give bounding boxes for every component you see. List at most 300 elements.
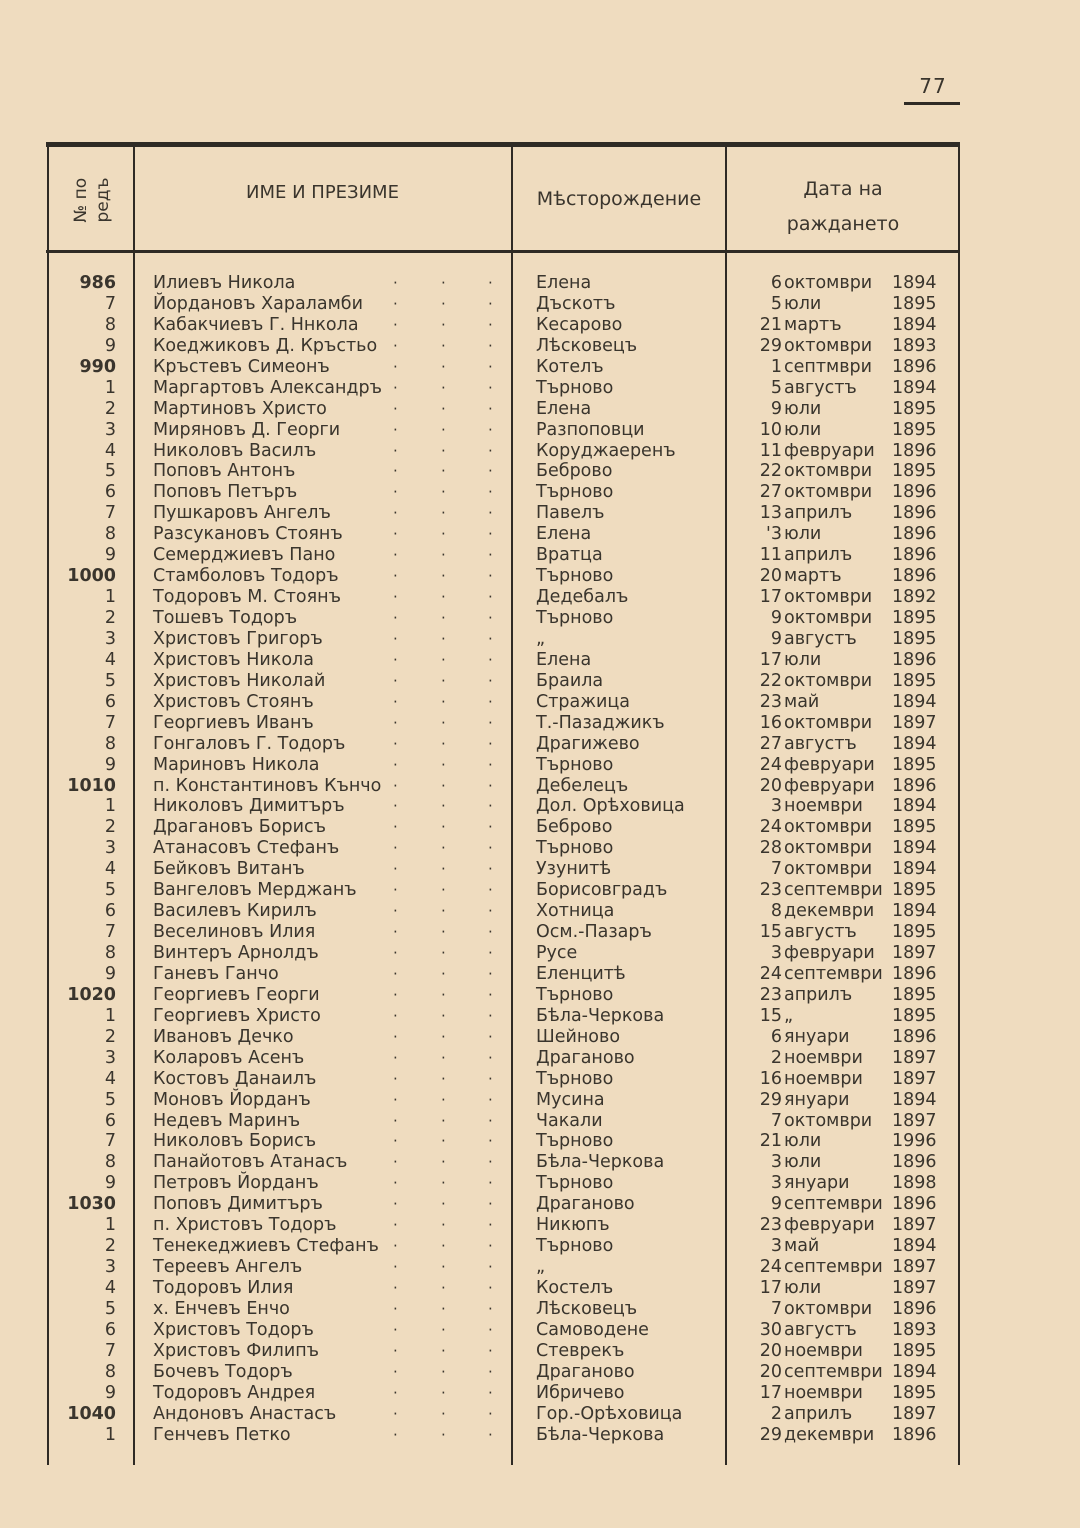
row-number: 9 [104, 963, 116, 984]
row-birth-month: ноември [784, 1068, 863, 1089]
row-birth-month: юли [784, 419, 822, 440]
row-birth-day: 10 [759, 419, 782, 440]
row-birth-year: 1896 [892, 440, 937, 461]
leader-dot: · [488, 985, 493, 1004]
row-birth-year: 1895 [892, 608, 937, 628]
row-number: 9 [104, 1173, 116, 1194]
row-birthplace: Търново [536, 608, 614, 628]
row-birth-day: 16 [759, 712, 782, 733]
row-number: 3 [104, 838, 116, 859]
row-number: 1 [104, 1424, 116, 1445]
table-header-rule [46, 250, 960, 253]
leader-dot: · [488, 650, 493, 669]
row-birthplace: Драганово [536, 1047, 635, 1068]
row-birth-year: 1895 [892, 670, 937, 691]
leader-dot: · [488, 860, 493, 879]
row-number: 4 [104, 440, 116, 461]
header-birthdate-line2: раждането [786, 213, 900, 235]
row-birth-year: 1896 [892, 1298, 937, 1319]
row-birthplace: Търново [536, 377, 614, 398]
leader-dot: · [441, 860, 446, 879]
row-birth-month: октомври [784, 817, 873, 838]
row-birth-day: 28 [759, 838, 782, 859]
row-birth-day: 7 [770, 1110, 782, 1131]
row-birth-month: януари [784, 1173, 850, 1194]
leader-dot: · [441, 1174, 446, 1193]
row-birth-month: октомври [784, 859, 873, 880]
leader-dot: · [441, 1299, 446, 1318]
row-birth-day: 15 [759, 922, 782, 943]
row-name: Поповъ Петъръ [153, 482, 298, 503]
leader-dot: · [393, 504, 398, 523]
leader-dot: · [441, 609, 446, 627]
row-name: Бочевъ Тодоръ [153, 1361, 293, 1382]
table-row [50, 817, 960, 838]
row-name: х. Енчевъ Енчо [153, 1298, 290, 1319]
page-number: 77 [919, 74, 947, 98]
leader-dot: · [393, 1153, 398, 1172]
leader-dot: · [441, 734, 446, 753]
row-birth-day: 13 [759, 503, 782, 524]
row-birthplace: Дебелецъ [536, 775, 629, 796]
table-row [50, 608, 960, 629]
row-name: Николовъ Василъ [153, 440, 317, 461]
leader-dot: · [488, 713, 493, 732]
row-birth-day: 9 [770, 398, 782, 419]
leader-dot: · [393, 609, 398, 627]
row-birth-day: 27 [759, 482, 782, 503]
row-birthplace: „ [536, 1257, 546, 1278]
row-name: Коеджиковъ Д. Кръстьо [153, 335, 378, 356]
leader-dot: · [488, 1216, 493, 1235]
row-birth-month: априлъ [784, 545, 853, 566]
row-birth-month: октомври [784, 712, 873, 733]
leader-dot: · [441, 357, 446, 376]
row-birth-day: 8 [770, 901, 782, 922]
row-birthplace: Стражица [536, 691, 631, 712]
row-birth-month: юли [784, 1131, 822, 1152]
row-birthplace: Търново [536, 838, 614, 859]
row-birthplace: Котелъ [536, 356, 604, 377]
row-name: Разсукановъ Стоянъ [153, 524, 343, 545]
row-number: 4 [104, 1068, 116, 1089]
row-birth-month: септември [784, 880, 883, 901]
row-birth-day: 29 [759, 1424, 782, 1445]
row-name: Недевъ Маринъ [153, 1110, 301, 1131]
row-birthplace: Беброво [536, 817, 613, 838]
row-birth-day: 23 [759, 1215, 782, 1236]
row-name: Коларовъ Асенъ [153, 1047, 305, 1068]
leader-dot: · [488, 1404, 493, 1423]
row-birth-month: априлъ [784, 1403, 853, 1424]
row-birth-month: юли [784, 1278, 822, 1298]
leader-dot: · [441, 1279, 446, 1297]
row-name: Ивановъ Дечко [153, 1026, 294, 1047]
table-row [50, 441, 960, 462]
row-birth-month: мартъ [784, 314, 842, 335]
leader-dot: · [488, 964, 493, 983]
leader-dot: · [488, 399, 493, 418]
row-birth-month: февруари [784, 754, 875, 775]
row-birth-year: 1896 [892, 545, 937, 566]
leader-dot: · [441, 1404, 446, 1423]
row-birth-day: 2 [770, 1403, 782, 1424]
row-name: Георгиевъ Христо [153, 1005, 321, 1026]
leader-dot: · [441, 1195, 446, 1214]
table-row [50, 985, 960, 1006]
header-name: ИМЕ И ПРЕЗИМЕ [246, 182, 399, 203]
row-birth-month: декември [784, 1424, 875, 1445]
leader-dot: · [488, 629, 493, 648]
row-birth-month: октомври [784, 335, 873, 356]
header-number-line2: редъ [93, 177, 113, 223]
row-birth-month: септември [784, 1194, 883, 1215]
row-birth-day: 29 [759, 335, 782, 356]
row-number: 4 [104, 649, 116, 670]
row-birth-day: 20 [759, 1361, 782, 1382]
row-birth-year: 1893 [892, 1319, 937, 1340]
row-birth-year: 1894 [892, 691, 937, 712]
row-birthplace: Дол. Орѣховица [536, 796, 685, 817]
leader-dot: · [488, 776, 493, 795]
row-birth-day: 6 [770, 273, 782, 293]
leader-dot: · [441, 1237, 446, 1256]
table-row [50, 503, 960, 524]
row-birth-month: октомври [784, 461, 873, 482]
table-row [50, 545, 960, 566]
leader-dot: · [441, 797, 446, 816]
row-birth-year: 1897 [892, 943, 937, 963]
row-birth-year: 1897 [892, 1047, 937, 1068]
leader-dot: · [488, 1048, 493, 1067]
row-birthplace: Лѣсковецъ [536, 1298, 638, 1319]
row-number: 7 [104, 712, 116, 733]
row-birth-day: 20 [759, 566, 782, 587]
row-birth-year: 1896 [892, 524, 937, 545]
row-birth-year: 1897 [892, 1215, 937, 1236]
row-birthplace: Бѣла-Черкова [536, 1424, 665, 1445]
row-birth-year: 1897 [892, 1110, 937, 1131]
row-birth-day: 15 [759, 1005, 782, 1026]
row-birth-year: 1895 [892, 1005, 937, 1026]
row-birthplace: Бѣла-Черкова [536, 1152, 665, 1173]
leader-dot: · [441, 944, 446, 962]
leader-dot: · [488, 1320, 493, 1339]
row-birthplace: Хотница [536, 901, 615, 922]
row-birth-day: 3 [770, 1236, 782, 1257]
leader-dot: · [441, 546, 446, 565]
leader-dot: · [441, 483, 446, 502]
row-number: 3 [104, 1257, 116, 1278]
leader-dot: · [441, 1258, 446, 1277]
row-birth-month: августъ [784, 628, 857, 649]
row-birthplace: Костелъ [536, 1278, 614, 1298]
row-birth-year: 1896 [892, 1194, 937, 1215]
row-birthplace: Павелъ [536, 503, 605, 524]
leader-dot: · [441, 525, 446, 544]
leader-dot: · [393, 944, 398, 962]
row-birth-month: юли [784, 398, 822, 419]
row-number: 6 [104, 482, 116, 503]
row-number: 8 [104, 733, 116, 754]
leader-dot: · [441, 1153, 446, 1172]
header-birthdate-line1: Дата на [803, 178, 883, 200]
leader-dot: · [488, 567, 493, 586]
leader-dot: · [488, 588, 493, 607]
row-birth-year: 1894 [892, 1361, 937, 1382]
row-birth-month: септмври [784, 356, 873, 377]
leader-dot: · [488, 336, 493, 355]
leader-dot: · [441, 1069, 446, 1088]
row-birth-month: мартъ [784, 566, 842, 587]
table-row [50, 1111, 960, 1132]
row-birth-day: 20 [759, 775, 782, 796]
row-name: Христовъ Николай [153, 670, 326, 691]
row-name: Илиевъ Никола [153, 273, 296, 293]
leader-dot: · [441, 1216, 446, 1235]
leader-dot: · [488, 881, 493, 900]
row-birth-month: октомври [784, 1110, 873, 1131]
leader-dot: · [393, 420, 398, 439]
row-birth-day: 29 [759, 1089, 782, 1110]
row-birth-month: октомври [784, 587, 873, 608]
leader-dot: · [393, 399, 398, 418]
row-number: 1030 [67, 1194, 116, 1215]
table-row [50, 692, 960, 713]
row-birth-month: февруари [784, 1215, 875, 1236]
row-birth-month: „ [784, 1005, 794, 1026]
leader-dot: · [393, 881, 398, 900]
row-birthplace: Разпоповци [536, 419, 645, 440]
leader-dot: · [488, 1279, 493, 1297]
row-birth-day: 9 [770, 628, 782, 649]
row-number: 9 [104, 335, 116, 356]
leader-dot: · [488, 294, 493, 313]
row-birth-month: августъ [784, 922, 857, 943]
table-row [50, 943, 960, 964]
row-birth-day: 17 [759, 649, 782, 670]
row-name: Поповъ Антонъ [153, 461, 296, 482]
table-row [50, 901, 960, 922]
row-birth-month: ноември [784, 796, 863, 817]
leader-dot: · [393, 1132, 398, 1151]
row-birthplace: Вратца [536, 545, 603, 566]
table-row [50, 1194, 960, 1215]
table-row [50, 1131, 960, 1152]
leader-dot: · [393, 315, 398, 334]
leader-dot: · [393, 1174, 398, 1193]
row-number: 8 [104, 1152, 116, 1173]
row-birthplace: Кесарово [536, 314, 623, 335]
leader-dot: · [488, 797, 493, 816]
table-row [50, 838, 960, 859]
row-birth-month: октомври [784, 482, 873, 503]
leader-dot: · [488, 609, 493, 627]
row-name: п. Христовъ Тодоръ [153, 1215, 337, 1236]
row-birth-year: 1894 [892, 273, 937, 293]
leader-dot: · [441, 274, 446, 292]
row-birthplace: Гор.-Орѣховица [536, 1403, 683, 1424]
row-birth-month: септември [784, 1257, 883, 1278]
row-birth-year: 1895 [892, 984, 937, 1005]
leader-dot: · [441, 504, 446, 523]
leader-dot: · [488, 525, 493, 544]
leader-dot: · [393, 902, 398, 921]
row-birth-month: августъ [784, 733, 857, 754]
row-birthplace: Елена [536, 273, 592, 293]
leader-dot: · [488, 357, 493, 376]
leader-dot: · [488, 692, 493, 711]
row-birth-year: 1894 [892, 1236, 937, 1257]
row-birth-year: 1896 [892, 482, 937, 503]
row-birth-day: 7 [770, 1298, 782, 1319]
row-birthplace: Т.-Пазаджикъ [536, 712, 665, 733]
row-number: 8 [104, 943, 116, 963]
leader-dot: · [393, 483, 398, 502]
row-birth-day: 17 [759, 587, 782, 608]
table-row [50, 964, 960, 985]
leader-dot: · [441, 1132, 446, 1151]
row-name: Георгиевъ Георги [153, 984, 320, 1005]
row-birth-day: 23 [759, 984, 782, 1005]
row-birth-year: 1895 [892, 419, 937, 440]
row-name: Мариновъ Никола [153, 754, 320, 775]
row-birth-month: септември [784, 1361, 883, 1382]
row-name: Тодоровъ Илия [153, 1278, 294, 1298]
row-birth-day: 3 [770, 796, 782, 817]
row-birth-month: януари [784, 1089, 850, 1110]
table-row [50, 1278, 960, 1299]
leader-dot: · [488, 1258, 493, 1277]
leader-dot: · [488, 274, 493, 292]
header-number [50, 150, 134, 250]
row-birthplace: Търново [536, 1131, 614, 1152]
leader-dot: · [488, 1090, 493, 1109]
leader-dot: · [488, 462, 493, 481]
leader-dot: · [393, 1237, 398, 1256]
leader-dot: · [441, 1320, 446, 1339]
row-name: Тодоровъ М. Стоянъ [153, 587, 341, 608]
row-birth-year: 1996 [892, 1131, 937, 1152]
row-number: 1020 [67, 984, 116, 1005]
leader-dot: · [488, 734, 493, 753]
row-birth-month: юли [784, 1152, 822, 1173]
leader-dot: · [488, 902, 493, 921]
table-row [50, 671, 960, 692]
row-number: 6 [104, 1319, 116, 1340]
row-number: 2 [104, 1236, 116, 1257]
row-name: Моновъ Йорданъ [153, 1089, 311, 1110]
leader-dot: · [441, 336, 446, 355]
row-birth-year: 1895 [892, 880, 937, 901]
row-birth-year: 1895 [892, 293, 937, 314]
row-name: Вангеловъ Мерджанъ [153, 880, 357, 901]
row-birth-day: 6 [770, 1026, 782, 1047]
row-birth-month: декември [784, 901, 875, 922]
row-name: Гонгаловъ Г. Тодоръ [153, 733, 346, 754]
row-number: 2 [104, 398, 116, 419]
row-birthplace: Драганово [536, 1361, 635, 1382]
row-name: Веселиновъ Илия [153, 922, 316, 943]
row-birth-year: 1895 [892, 628, 937, 649]
leader-dot: · [441, 1090, 446, 1109]
row-name: Мартиновъ Христо [153, 398, 327, 419]
row-birthplace: Елена [536, 524, 592, 545]
leader-dot: · [441, 378, 446, 397]
row-birth-day: 27 [759, 733, 782, 754]
leader-dot: · [441, 881, 446, 900]
leader-dot: · [441, 588, 446, 607]
row-birth-day: 24 [759, 754, 782, 775]
row-birth-day: 30 [759, 1319, 782, 1340]
row-name: Поповъ Димитъръ [153, 1194, 323, 1215]
leader-dot: · [393, 441, 398, 460]
row-name: Йордановъ Хараламби [153, 293, 363, 314]
table-row [50, 1215, 960, 1236]
row-birth-month: априлъ [784, 503, 853, 524]
row-birth-month: октомври [784, 1298, 873, 1319]
row-birth-day: 5 [770, 377, 782, 398]
row-birth-year: 1895 [892, 817, 937, 838]
row-name: Стамболовъ Тодоръ [153, 566, 339, 587]
row-birthplace: Драганово [536, 1194, 635, 1215]
leader-dot: · [441, 420, 446, 439]
row-birthplace: Коруджаеренъ [536, 440, 676, 461]
leader-dot: · [441, 462, 446, 481]
row-number: 1 [104, 377, 116, 398]
row-name: Христовъ Тодоръ [153, 1319, 314, 1340]
row-number: 2 [104, 1026, 116, 1047]
row-number: 1040 [67, 1403, 116, 1424]
row-birthplace: Дедебалъ [536, 587, 629, 608]
leader-dot: · [488, 504, 493, 523]
row-birth-year: 1896 [892, 503, 937, 524]
row-birth-year: 1893 [892, 335, 937, 356]
row-birthplace: Елена [536, 649, 592, 670]
header-birthdate [727, 172, 959, 242]
leader-dot: · [441, 923, 446, 942]
leader-dot: · [488, 1069, 493, 1088]
row-name: Винтеръ Арнолдъ [153, 943, 319, 963]
leader-dot: · [488, 1153, 493, 1172]
row-birth-year: 1895 [892, 922, 937, 943]
leader-dot: · [393, 1362, 398, 1381]
table-row [50, 1048, 960, 1069]
table-row [50, 1236, 960, 1257]
row-number: 5 [104, 880, 116, 901]
table-top-rule [46, 142, 960, 147]
table-row [50, 1341, 960, 1362]
table-row [50, 566, 960, 587]
row-birthplace: Чакали [536, 1110, 603, 1131]
row-birthplace: Мусина [536, 1089, 605, 1110]
row-birth-year: 1898 [892, 1173, 937, 1194]
leader-dot: · [441, 1027, 446, 1046]
row-birth-year: 1897 [892, 1278, 937, 1298]
leader-dot: · [393, 1069, 398, 1088]
table-row [50, 713, 960, 734]
leader-dot: · [488, 923, 493, 942]
row-name: Кабакчиевъ Г. Ннкола [153, 314, 359, 335]
leader-dot: · [393, 1195, 398, 1214]
row-birth-year: 1894 [892, 838, 937, 859]
leader-dot: · [488, 1111, 493, 1130]
row-name: Ганевъ Ганчо [153, 963, 279, 984]
leader-dot: · [393, 546, 398, 565]
page-number-underline [904, 102, 960, 105]
leader-dot: · [393, 1425, 398, 1444]
row-name: Петровъ Йорданъ [153, 1173, 319, 1194]
